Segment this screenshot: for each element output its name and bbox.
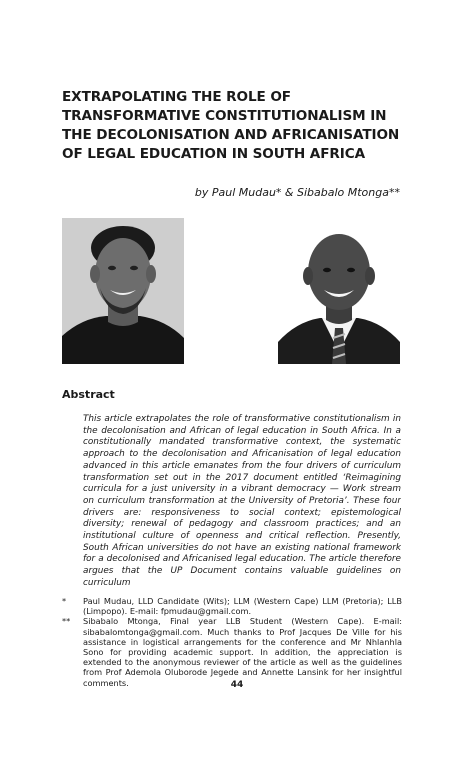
author-byline: by Paul Mudau* & Sibabalo Mtonga** (194, 186, 400, 199)
footnote-marker: * (62, 596, 67, 606)
author-photo-sibabalo-mtonga (278, 218, 400, 364)
page-number: 44 (230, 680, 244, 690)
article-title: EXTRAPOLATING THE ROLE OF TRANSFORMATIVE CONSTITUTIONALISM IN THE DECOLONISATION AND AFRICANISATION OF LEGAL EDUCATION IN SOUTH AFRICA (62, 89, 400, 162)
author-photo-paul-mudau (62, 218, 184, 364)
footnote-1 (62, 596, 402, 616)
footnote-marker: ** (62, 616, 71, 627)
abstract-heading: Abstract (62, 388, 115, 401)
footnotes (62, 596, 402, 688)
footnote-text: Sibabalo Mtonga, Final year LLB Student (Western Cape). E-mail: sibabalomtonga@gmail.com. Much thanks to Prof Jacques De Ville for his assistance in logistical arrangements for the conference and Mr Nhlanhla Sono for providing academic support. In addition, the appreciation is extended to the anonymous reviewer of the article as well as the guidelines from Prof Ademola Oluborode Jegede and Annette Lansink for her insightful comments. (83, 616, 402, 688)
footnote-2 (62, 616, 402, 687)
abstract-body: This article extrapolates the role of transformative constitutionalism in the decolonisation and African of legal education in South Africa. In a constitutionally mandated transformative context, the systematic approach to the decolonisation and Africanisation of legal education advanced in this article emanates from the four drivers of curriculum transformation set out in the 2017 document entitled ‘Reimagining curricula for a just university in a vibrant democracy — Work stream on curriculum transformation at the University of Pretoria’. These four drivers are: responsiveness to social context; epistemological diversity; renewal of pedagogy and classroom practices; and an institutional culture of openness and critical reflection. Presently, South African universities do not have an existing national framework for a decolonised and Africanised legal education. The article therefore argues that the UP Document contains valuable guidelines on curriculum (83, 414, 401, 588)
footnote-text: Paul Mudau, LLD Candidate (Wits); LLM (Western Cape) LLM (Pretoria); LLB (Limpopo). E-mail: fpmudau@gmail.com. (83, 596, 402, 617)
